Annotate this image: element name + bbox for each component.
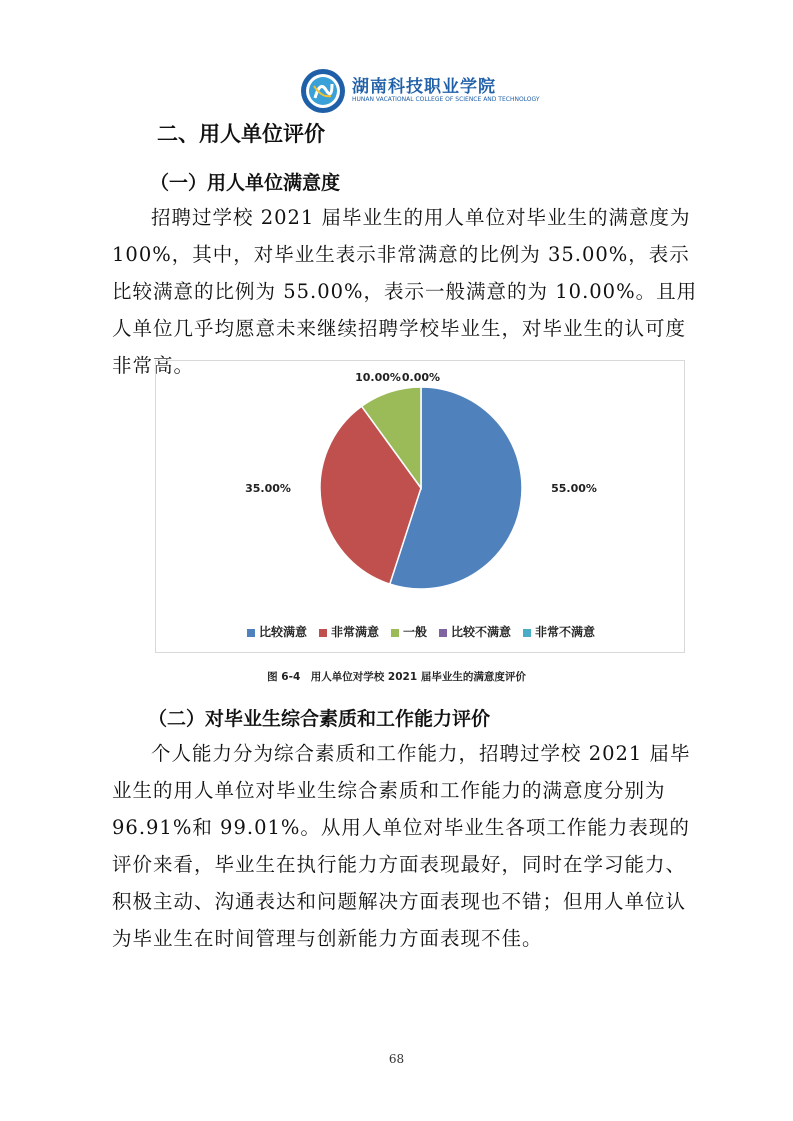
data-label-4: 0.00% (401, 371, 441, 384)
legend-swatch (247, 629, 255, 637)
page-number: 68 (388, 1052, 405, 1066)
pie-chart (155, 360, 685, 653)
legend-item-3 (391, 623, 427, 640)
subsection1-title: （一）用人单位满意度 (150, 172, 341, 194)
legend-swatch (439, 629, 447, 637)
legend-label: 比较不满意 (451, 625, 512, 639)
legend-label: 非常不满意 (535, 625, 596, 639)
data-label-2: 35.00% (245, 482, 291, 495)
legend-label: 比较满意 (258, 625, 307, 639)
legend-swatch (319, 629, 327, 637)
pie-chart-svg (156, 361, 686, 621)
page-header (300, 68, 540, 114)
subsection2-title: （二）对毕业生综合素质和工作能力评价 (148, 708, 491, 730)
subsection1-paragraph: 招聘过学校 2021 届毕业生的用人单位对毕业生的满意度为100%，其中，对毕业生表示非常满意的比例为 35.00%，表示比较满意的比例为 55.00%，表示一般满意的为 10.00%。且用人单位几乎均愿意未来继续招聘学校毕业生，对毕业生的认可度非常高。 (112, 206, 698, 377)
legend-swatch (523, 629, 531, 637)
legend-label: 非常满意 (330, 625, 379, 639)
chart-legend (156, 623, 686, 640)
legend-label: 一般 (402, 625, 427, 639)
school-name-en: HUNAN VACATIONAL COLLEGE OF SCIENCE AND TECHNOLOGY (352, 96, 540, 103)
legend-item-1 (247, 623, 307, 640)
data-label-1: 55.00% (551, 482, 597, 495)
subsection2-paragraph: 个人能力分为综合素质和工作能力，招聘过学校 2021 届毕业生的用人单位对毕业生综合素质和工作能力的满意度分别为 96.91%和 99.01%。从用人单位对毕业生各项工作能力表现的评价来看，毕业生在执行能力方面表现最好，同时在学习能力、积极主动、沟通表达和问题解决方面表现也不错；但用人单位认为毕业生在时间管理与创新能力方面表现不佳。 (112, 742, 691, 950)
school-name-cn: 湖南科技职业学院 (352, 77, 496, 97)
legend-item-5 (523, 623, 595, 640)
school-logo (300, 68, 346, 114)
legend-item-2 (319, 623, 379, 640)
legend-item-4 (439, 623, 511, 640)
legend-swatch (391, 629, 399, 637)
section-title: 二、用人单位评价 (157, 122, 325, 146)
data-label-3: 10.00% (355, 371, 401, 384)
figure-caption: 图 6-4 用人单位对学校 2021 届毕业生的满意度评价 (267, 671, 526, 683)
